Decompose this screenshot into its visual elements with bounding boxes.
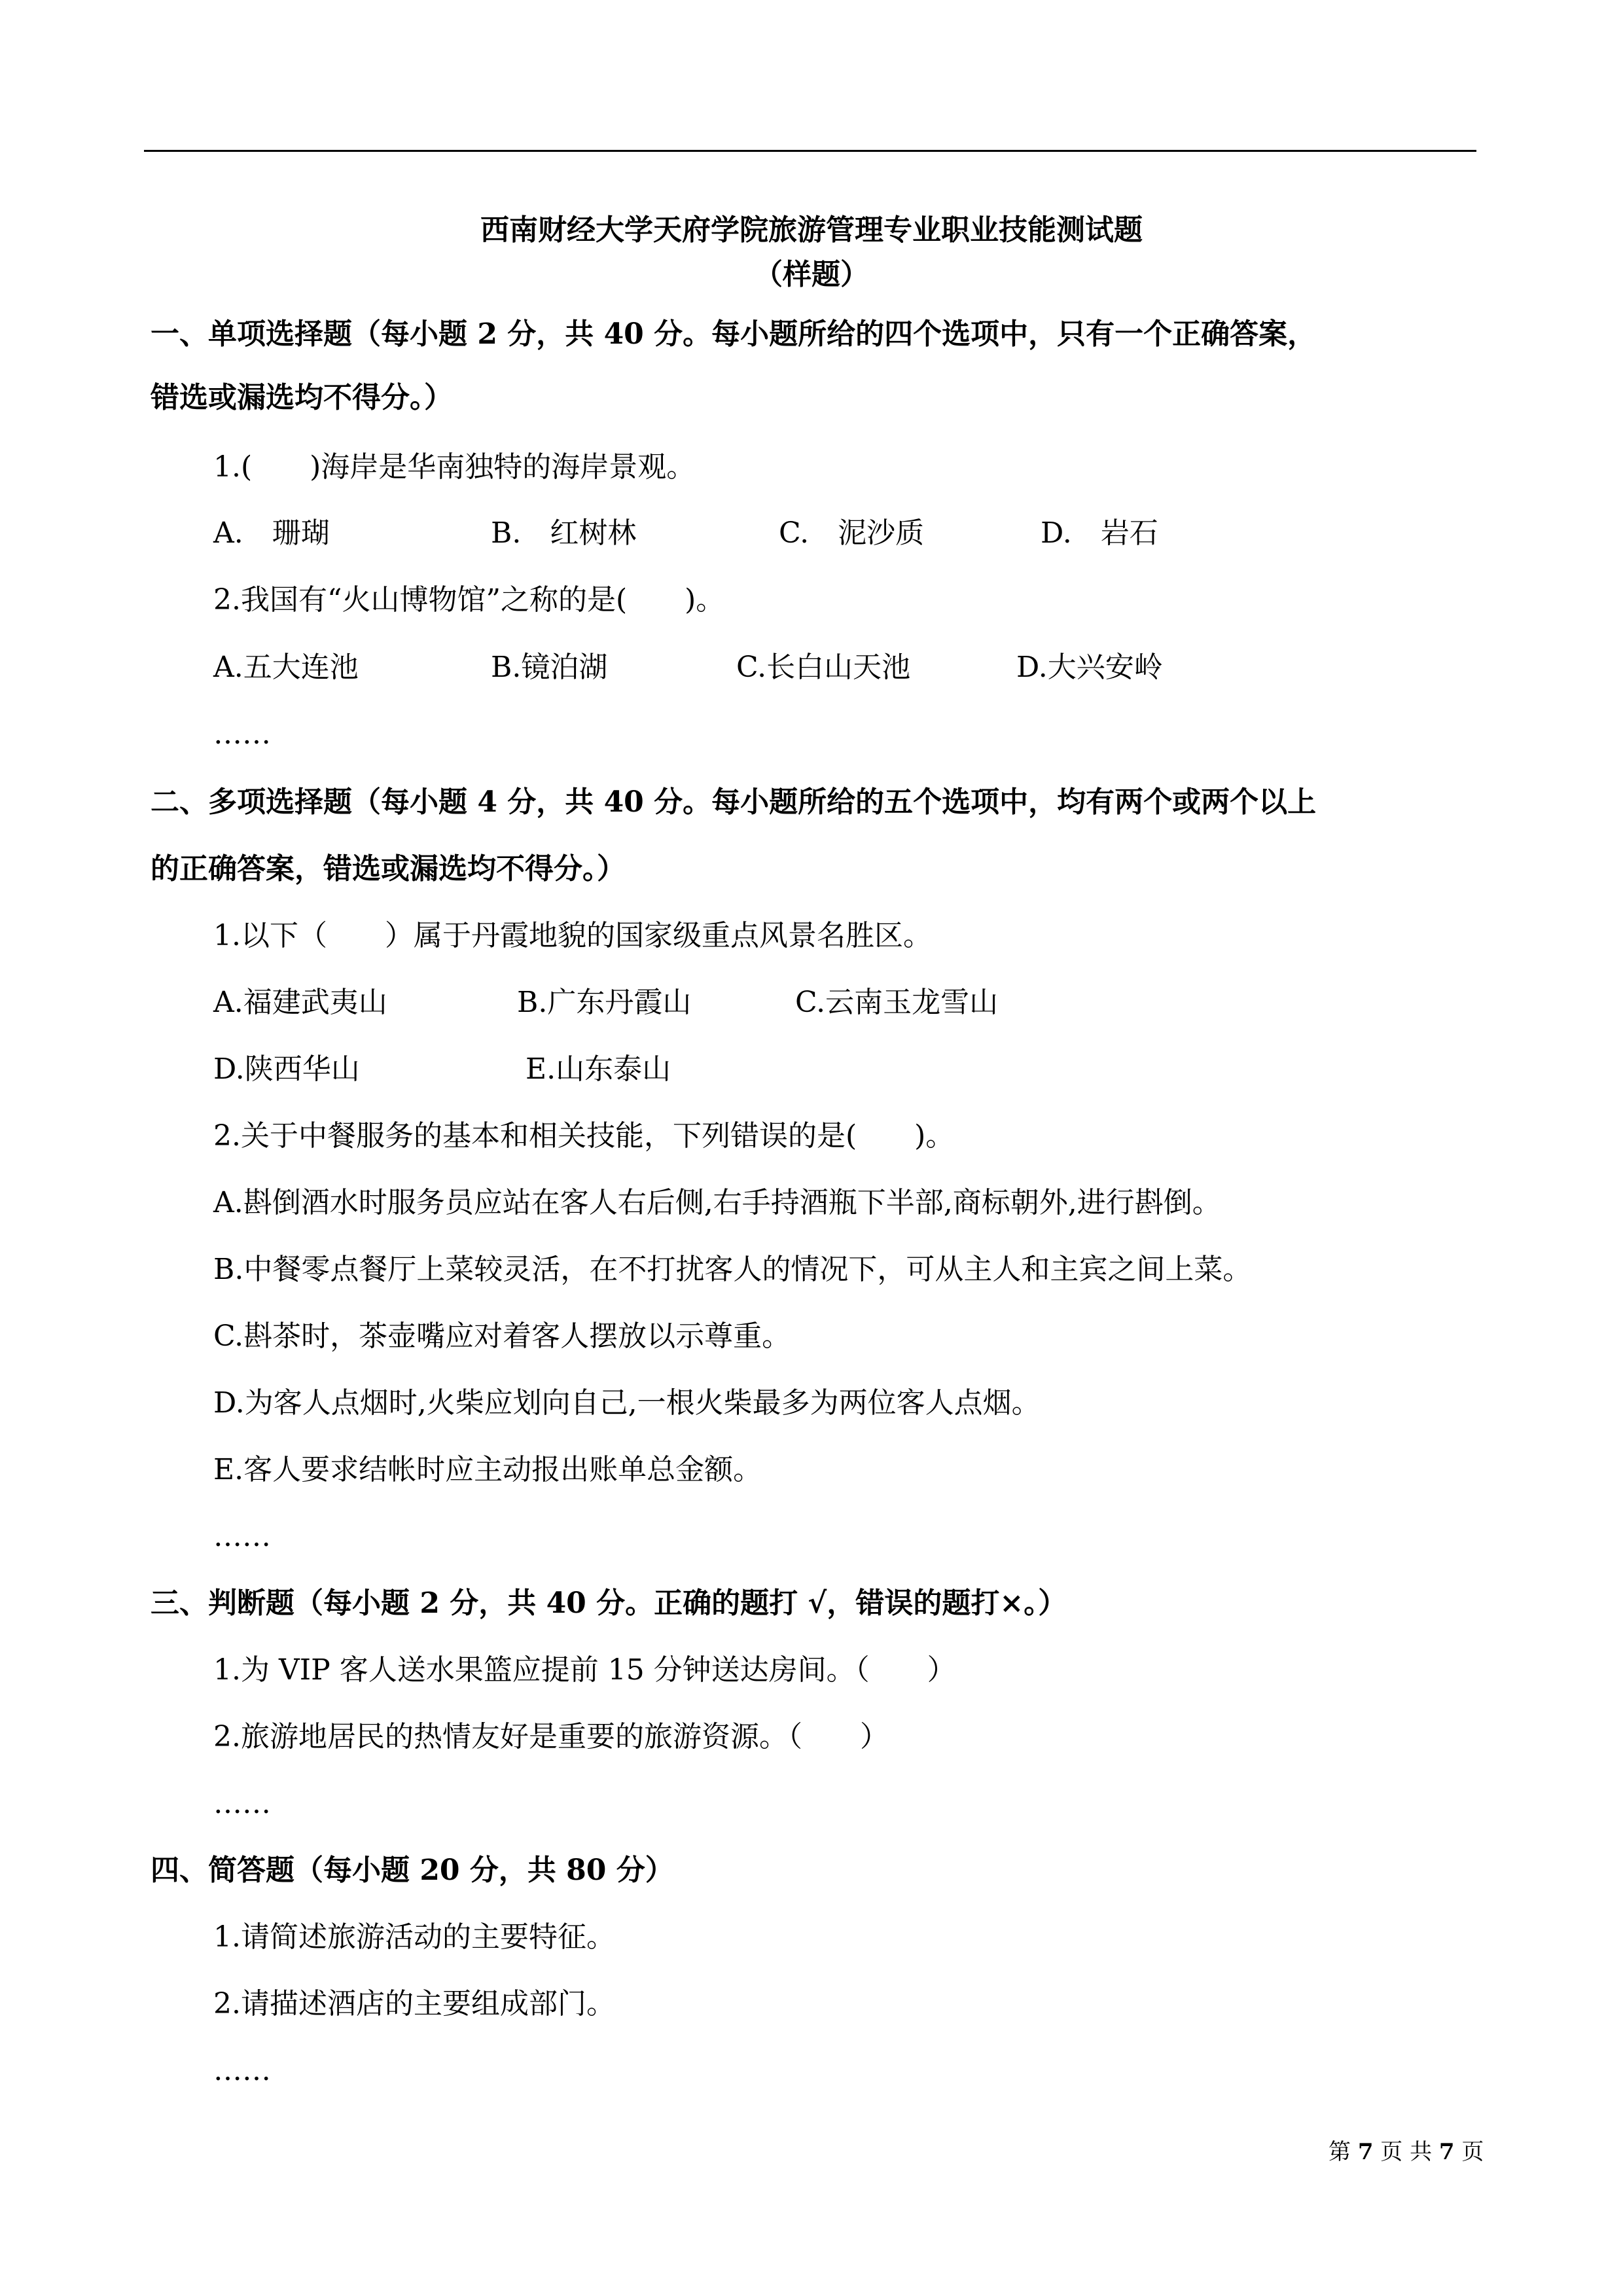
section1-question-1: 1.( )海岸是华南独特的海岸景观。 xyxy=(213,450,696,484)
section2-ellipsis: …… xyxy=(213,1520,271,1553)
section1-q1-option-a: A. 珊瑚 xyxy=(213,516,330,550)
section2-heading-line2: 的正确答案，错选或漏选均不得分。） xyxy=(151,852,626,886)
section1-q2-option-d: D.大兴安岭 xyxy=(1016,651,1163,684)
section2-question-2: 2.关于中餐服务的基本和相关技能，下列错误的是( )。 xyxy=(213,1119,955,1153)
section1-heading-line1: 一、单项选择题（每小题 2 分，共 40 分。每小题所给的四个选项中，只有一个正确答案， xyxy=(151,317,1317,351)
section1-q1-option-b: B. 红树林 xyxy=(491,516,637,550)
section4-question-1: 1.请简述旅游活动的主要特征。 xyxy=(213,1920,615,1954)
section2-heading-line1: 二、多项选择题（每小题 4 分，共 40 分。每小题所给的五个选项中，均有两个或两个以上 xyxy=(151,785,1317,819)
section2-q2-option-b: B.中餐零点餐厅上菜较灵活，在不打扰客人的情况下，可从主人和主宾之间上菜。 xyxy=(213,1253,1252,1286)
section2-q2-option-a: A.斟倒酒水时服务员应站在客人右后侧,右手持酒瓶下半部,商标朝外,进行斟倒。 xyxy=(213,1186,1221,1219)
section1-question-2: 2.我国有“火山博物馆”之称的是( )。 xyxy=(213,583,725,617)
section1-q1-option-c: C. 泥沙质 xyxy=(779,516,925,550)
section2-q1-option-c: C.云南玉龙雪山 xyxy=(795,986,999,1019)
section3-ellipsis: …… xyxy=(213,1787,271,1820)
section1-q2-option-a: A.五大连池 xyxy=(213,651,359,684)
section4-ellipsis: …… xyxy=(213,2054,271,2087)
section2-q2-option-d: D.为客人点烟时,火柴应划向自己,一根火柴最多为两位客人点烟。 xyxy=(213,1386,1041,1420)
section2-q1-option-d: D.陕西华山 xyxy=(213,1052,360,1086)
section3-heading: 三、判断题（每小题 2 分，共 40 分。正确的题打 √，错误的题打×。） xyxy=(151,1587,1067,1620)
section3-question-1: 1.为 VIP 客人送水果篮应提前 15 分钟送达房间。（ ） xyxy=(213,1653,956,1687)
section1-heading-line2: 错选或漏选均不得分。） xyxy=(151,381,453,414)
section1-q1-option-d: D. 岩石 xyxy=(1041,516,1158,550)
section3-question-2: 2.旅游地居民的热情友好是重要的旅游资源。（ ） xyxy=(213,1720,889,1753)
section2-q2-option-e: E.客人要求结帐时应主动报出账单总金额。 xyxy=(213,1453,762,1486)
section2-question-1: 1.以下（ ）属于丹霞地貌的国家级重点风景名胜区。 xyxy=(213,919,932,952)
document-subtitle: （样题） xyxy=(754,258,869,291)
page-number-prefix: 第 xyxy=(1329,2139,1351,2165)
section4-question-2: 2.请描述酒店的主要组成部门。 xyxy=(213,1987,615,2020)
page-number-current: 7 xyxy=(1357,2139,1374,2165)
page-number-total: 7 xyxy=(1438,2139,1455,2165)
document-title: 西南财经大学天府学院旅游管理专业职业技能测试题 xyxy=(480,213,1143,247)
section1-ellipsis: …… xyxy=(213,717,271,751)
section2-q1-option-b: B.广东丹霞山 xyxy=(517,986,692,1019)
page-number-suffix: 页 xyxy=(1461,2139,1484,2165)
section1-q2-option-b: B.镜泊湖 xyxy=(491,651,608,684)
section4-heading: 四、简答题（每小题 20 分，共 80 分） xyxy=(151,1854,674,1887)
header-rule xyxy=(144,150,1476,152)
section1-q2-option-c: C.长白山天池 xyxy=(736,651,911,684)
section2-q2-option-c: C.斟茶时，茶壶嘴应对着客人摆放以示尊重。 xyxy=(213,1319,791,1353)
section2-q1-option-a: A.福建武夷山 xyxy=(213,986,387,1019)
page-number-middle: 页 共 xyxy=(1380,2139,1433,2165)
section2-q1-option-e: E.山东泰山 xyxy=(526,1052,671,1086)
page-number xyxy=(1329,2139,1486,2165)
